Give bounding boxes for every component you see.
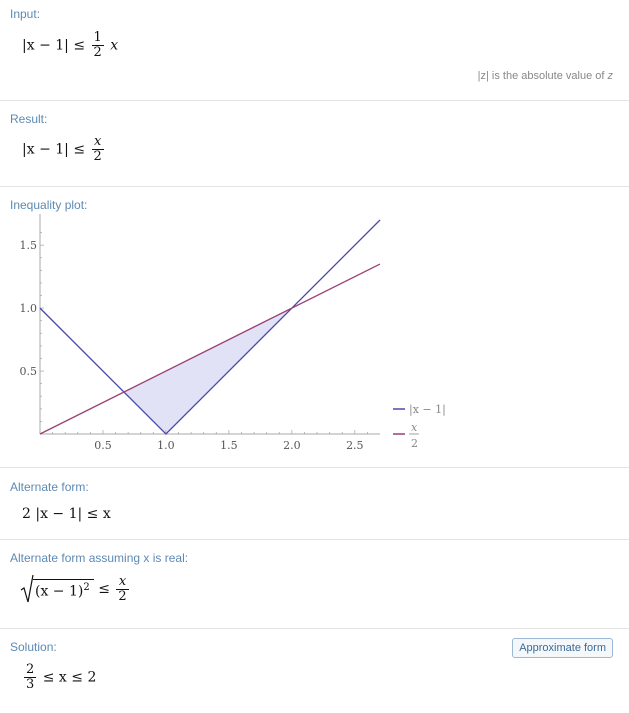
x-tick-label: 1.5 (220, 439, 238, 452)
result-expression (22, 135, 106, 164)
sqrt-radicand (33, 579, 94, 600)
solution-fraction (24, 663, 36, 692)
input-title: Input: (10, 7, 41, 21)
input-rel: ≤ (73, 37, 86, 54)
alternate-real-fraction (116, 575, 128, 604)
approximate-form-button[interactable]: Approximate form (512, 638, 613, 658)
solution-frac-num: 2 (26, 662, 35, 677)
input-fraction (92, 31, 104, 60)
y-tick-label: 1.0 (19, 302, 37, 316)
input-pod (0, 0, 629, 101)
y-tick-label: 0.5 (19, 365, 37, 379)
result-lhs: |x − 1| (22, 141, 69, 158)
radicand-base: (x − 1) (35, 583, 84, 600)
input-lhs: |x − 1| (22, 37, 69, 54)
sqrt-sign-icon (20, 574, 34, 604)
x-tick-label: 1.0 (157, 439, 175, 452)
plot-title: Inequality plot: (10, 198, 88, 212)
plot-pod (0, 187, 629, 468)
alternate-real-title: Alternate form assuming x is real: (10, 551, 189, 565)
solution-rest: ≤ x ≤ 2 (42, 669, 97, 686)
series-half-line (40, 264, 380, 434)
legend-label-abs: |x − 1| (409, 403, 446, 416)
solution-pod (0, 629, 629, 713)
alternate-form-title: Alternate form: (10, 480, 89, 494)
result-pod (0, 101, 629, 187)
alternate-real-frac-den: 2 (118, 588, 127, 604)
x-tick-label: 0.5 (94, 439, 112, 452)
alternate-real-frac-num: x (118, 573, 127, 589)
alternate-form-pod (0, 468, 629, 540)
input-var: x (110, 37, 119, 54)
alternate-real-expression (20, 574, 131, 610)
alternate-real-rel: ≤ (98, 581, 110, 597)
alternate-real-pod (0, 540, 629, 629)
shaded-region (124, 308, 292, 434)
inequality-plot (0, 187, 629, 468)
solution-title: Solution: (10, 640, 57, 654)
alternate-form-expression: 2 |x − 1| ≤ x (22, 506, 111, 522)
note-var: z (607, 70, 613, 82)
absolute-value-note (478, 70, 613, 82)
input-expression (22, 31, 118, 60)
result-fraction (92, 135, 104, 164)
x-tick-label: 2.5 (346, 439, 364, 452)
result-title: Result: (10, 112, 48, 126)
solution-expression (22, 663, 96, 692)
result-frac-num: x (93, 134, 102, 149)
input-frac-den: 2 (93, 45, 102, 60)
series-abs-line (40, 220, 380, 434)
y-tick-label: 1.5 (19, 239, 37, 253)
x-tick-label: 2.0 (283, 439, 301, 452)
solution-frac-den: 3 (26, 677, 35, 692)
legend-label-half-num: x (411, 421, 418, 434)
result-frac-den: 2 (93, 149, 102, 164)
result-rel: ≤ (73, 141, 86, 158)
legend (393, 403, 446, 450)
note-prefix: |z| (477, 70, 489, 82)
legend-label-half-den: 2 (411, 437, 418, 450)
radicand-exponent: 2 (83, 581, 90, 593)
note-text: is the absolute value of (488, 70, 608, 82)
input-frac-num: 1 (93, 30, 102, 45)
